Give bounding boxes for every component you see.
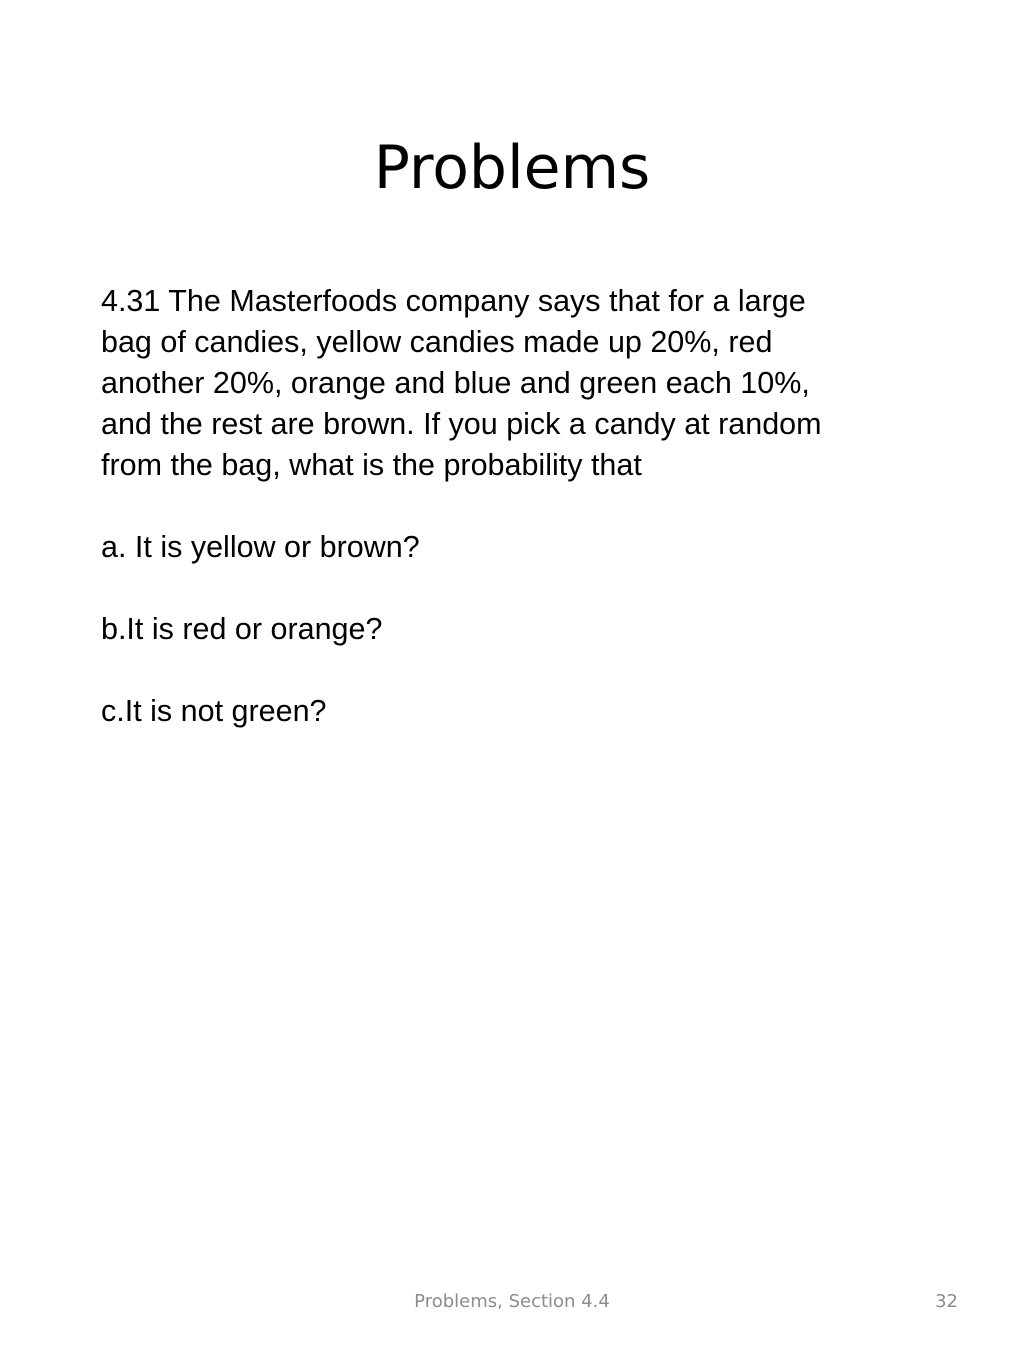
question-item-b: b.It is red or orange? [101, 612, 383, 646]
problem-intro-line: from the bag, what is the probability that [101, 448, 642, 482]
slide-title: Problems [373, 133, 651, 203]
spacer [101, 568, 961, 609]
question-item-c: c.It is not green? [101, 694, 327, 728]
slide-number: 32 [935, 1291, 958, 1312]
slide-footer: Problems, Section 4.4 [414, 1291, 610, 1312]
spacer [101, 650, 961, 691]
problem-intro-line: another 20%, orange and blue and green each 10%, [101, 366, 810, 400]
problem-intro-line: 4.31 The Masterfoods company says that for a large [101, 284, 806, 318]
spacer [101, 486, 961, 527]
problem-intro-line: and the rest are brown. If you pick a candy at random [101, 407, 822, 441]
problem-intro-line: bag of candies, yellow candies made up 20%, red [101, 325, 773, 359]
question-item-a: a. It is yellow or brown? [101, 530, 420, 564]
problem-body [101, 281, 961, 732]
